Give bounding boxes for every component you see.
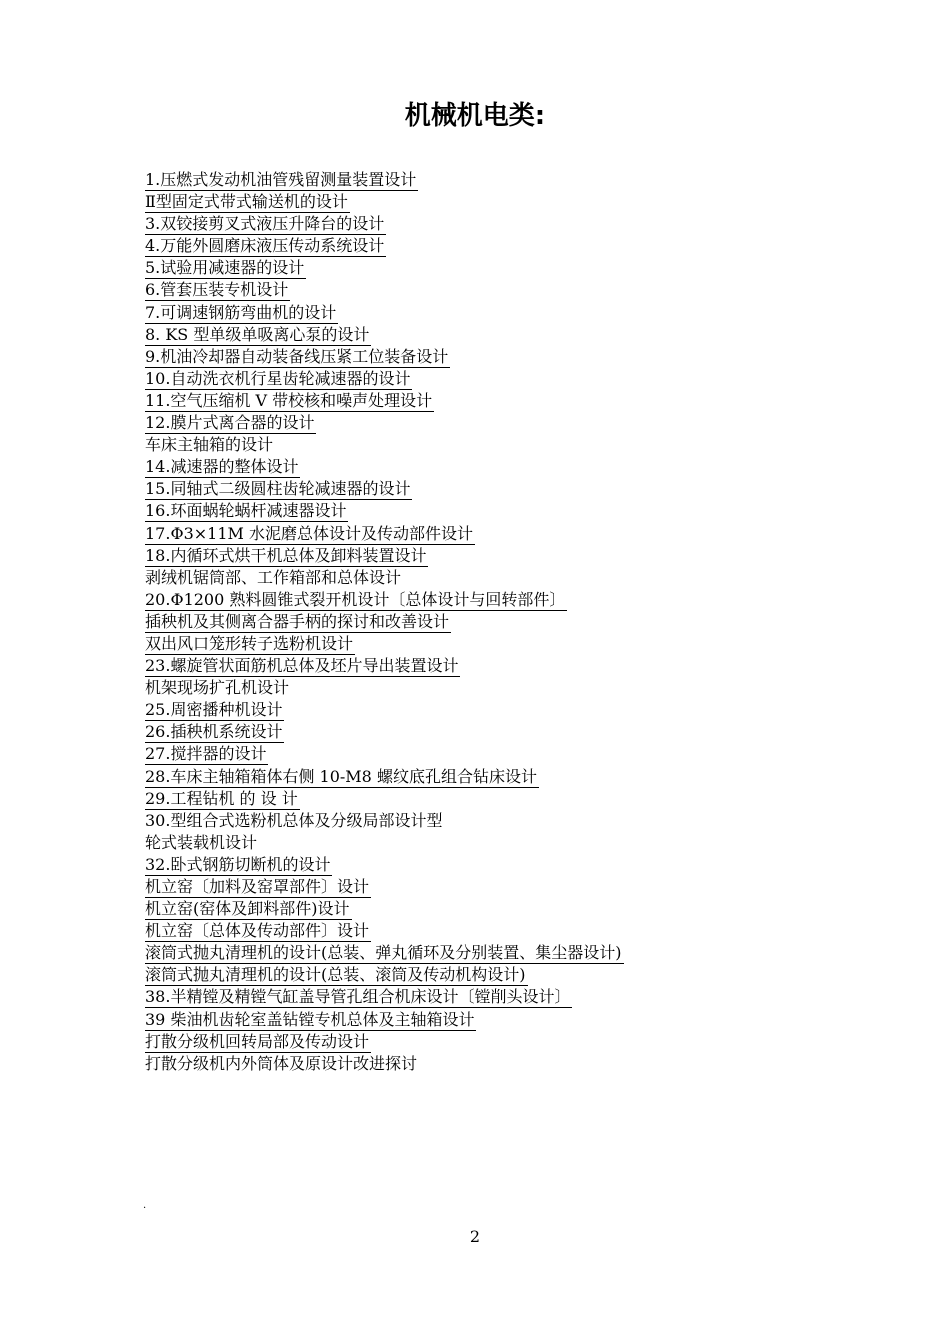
list-item bbox=[145, 192, 865, 214]
topic-text: 打散分级机内外筒体及原设计改进探讨 bbox=[145, 1053, 418, 1073]
list-item bbox=[145, 236, 865, 258]
list-item bbox=[145, 700, 865, 722]
topic-text: Ⅱ型固定式带式输送机的设计 bbox=[145, 192, 348, 212]
list-item bbox=[145, 568, 865, 590]
list-item bbox=[145, 634, 865, 656]
topic-text: 1.压燃式发动机油管残留测量装置设计 bbox=[145, 170, 417, 189]
list-item bbox=[145, 1054, 865, 1076]
topic-text: 20.Φ1200 熟料圆锥式裂开机设计〔总体设计与回转部件〕 bbox=[145, 589, 566, 609]
list-item bbox=[145, 656, 865, 678]
list-item bbox=[145, 833, 865, 855]
list-item bbox=[145, 722, 865, 744]
topic-text: 7.可调速钢筋弯曲机的设计 bbox=[145, 302, 337, 322]
topic-text: 11.空气压缩机 V 带校核和噪声处理设计 bbox=[145, 390, 433, 410]
topic-text: 15.同轴式二级圆柱齿轮减速器的设计 bbox=[145, 479, 411, 499]
topic-text: 车床主轴箱的设计 bbox=[145, 435, 274, 455]
list-item bbox=[145, 501, 865, 523]
topic-text: 打散分级机回转局部及传动设计 bbox=[145, 1031, 370, 1051]
topic-text: 6.管套压装专机设计 bbox=[145, 280, 289, 300]
topic-text: 27.搅拌器的设计 bbox=[145, 744, 267, 764]
topic-text: 18.内循环式烘干机总体及卸料装置设计 bbox=[145, 545, 427, 565]
topic-text: 14.减速器的整体设计 bbox=[145, 457, 299, 477]
list-item bbox=[145, 457, 865, 479]
list-item bbox=[145, 855, 865, 877]
topic-text: 9.机油冷却器自动装备线压紧工位装备设计 bbox=[145, 346, 449, 366]
topic-text: 机立窑〔加料及窑罩部件〕设计 bbox=[145, 877, 370, 896]
list-item bbox=[145, 347, 865, 369]
topic-text: 30.型组合式选粉机总体及分级局部设计型 bbox=[145, 810, 443, 830]
topic-text: 26.插秧机系统设计 bbox=[145, 722, 283, 742]
list-item bbox=[145, 767, 865, 789]
list-item bbox=[145, 170, 865, 192]
topic-text: 28.车床主轴箱箱体右侧 10-M8 螺纹底孔组合钻床设计 bbox=[145, 766, 537, 786]
topic-text: 机架现场扩孔机设计 bbox=[145, 678, 290, 698]
list-item bbox=[145, 1032, 865, 1054]
topic-text: 16.环面蜗轮蜗杆减速器设计 bbox=[145, 501, 347, 521]
topic-text: 滚筒式抛丸清理机的设计(总装、弹丸循环及分别装置、集尘器设计) bbox=[145, 943, 622, 963]
topic-text: 机立窑(窑体及卸料部件)设计 bbox=[145, 899, 350, 919]
topic-text: 滚筒式抛丸清理机的设计(总装、滚筒及传动机构设计) bbox=[145, 965, 526, 985]
list-item bbox=[145, 943, 865, 965]
topic-text: 12.膜片式离合器的设计 bbox=[145, 413, 315, 433]
topic-text: 8. KS 型单级单吸离心泵的设计 bbox=[145, 324, 370, 344]
list-item bbox=[145, 413, 865, 435]
topic-text: 轮式装载机设计 bbox=[145, 832, 258, 852]
list-item bbox=[145, 921, 865, 943]
list-item bbox=[145, 391, 865, 413]
list-item bbox=[145, 987, 865, 1009]
list-item bbox=[145, 479, 865, 501]
list-item bbox=[145, 678, 865, 700]
list-item bbox=[145, 325, 865, 347]
topic-text: 3.双铰接剪叉式液压升降台的设计 bbox=[145, 214, 385, 234]
topic-text: 4.万能外圆磨床液压传动系统设计 bbox=[145, 236, 385, 256]
footer-mark: . bbox=[143, 1200, 147, 1211]
list-item bbox=[145, 258, 865, 280]
list-item bbox=[145, 877, 865, 899]
topic-text: 38.半精镗及精镗气缸盖导管孔组合机床设计〔镗削头设计〕 bbox=[145, 987, 571, 1007]
list-item bbox=[145, 965, 865, 987]
list-item bbox=[145, 1010, 865, 1032]
list-item bbox=[145, 899, 865, 921]
topic-text: 机立窑〔总体及传动部件〕设计 bbox=[145, 921, 370, 941]
list-item bbox=[145, 744, 865, 766]
topic-text: 17.Φ3×11M 水泥磨总体设计及传动部件设计 bbox=[145, 523, 473, 543]
topic-text: 双出风口笼形转子选粉机设计 bbox=[145, 633, 354, 653]
page-title: 机械机电类: bbox=[404, 101, 546, 131]
list-item bbox=[145, 369, 865, 391]
list-item bbox=[145, 546, 865, 568]
topic-text: 插秧机及其侧离合器手柄的探讨和改善设计 bbox=[145, 611, 450, 631]
topic-list bbox=[145, 170, 865, 1076]
list-item bbox=[145, 612, 865, 634]
list-item bbox=[145, 524, 865, 546]
list-item bbox=[145, 280, 865, 302]
list-item bbox=[145, 435, 865, 457]
list-item bbox=[145, 214, 865, 236]
topic-text: 39 柴油机齿轮室盖钻镗专机总体及主轴箱设计 bbox=[145, 1009, 475, 1029]
list-item bbox=[145, 590, 865, 612]
topic-text: 5.试验用减速器的设计 bbox=[145, 258, 305, 278]
list-item bbox=[145, 811, 865, 833]
list-item bbox=[145, 303, 865, 325]
list-item bbox=[145, 789, 865, 811]
topic-text: 剥绒机锯筒部、工作箱部和总体设计 bbox=[145, 567, 402, 587]
topic-text: 29.工程钻机 的 设 计 bbox=[145, 788, 298, 808]
topic-text: 10.自动洗衣机行星齿轮减速器的设计 bbox=[145, 368, 411, 388]
page-number: 2 bbox=[469, 1227, 481, 1246]
topic-text: 25.周密播种机设计 bbox=[145, 700, 283, 720]
topic-text: 23.螺旋管状面筋机总体及坯片导出装置设计 bbox=[145, 656, 459, 676]
topic-text: 32.卧式钢筋切断机的设计 bbox=[145, 854, 331, 874]
